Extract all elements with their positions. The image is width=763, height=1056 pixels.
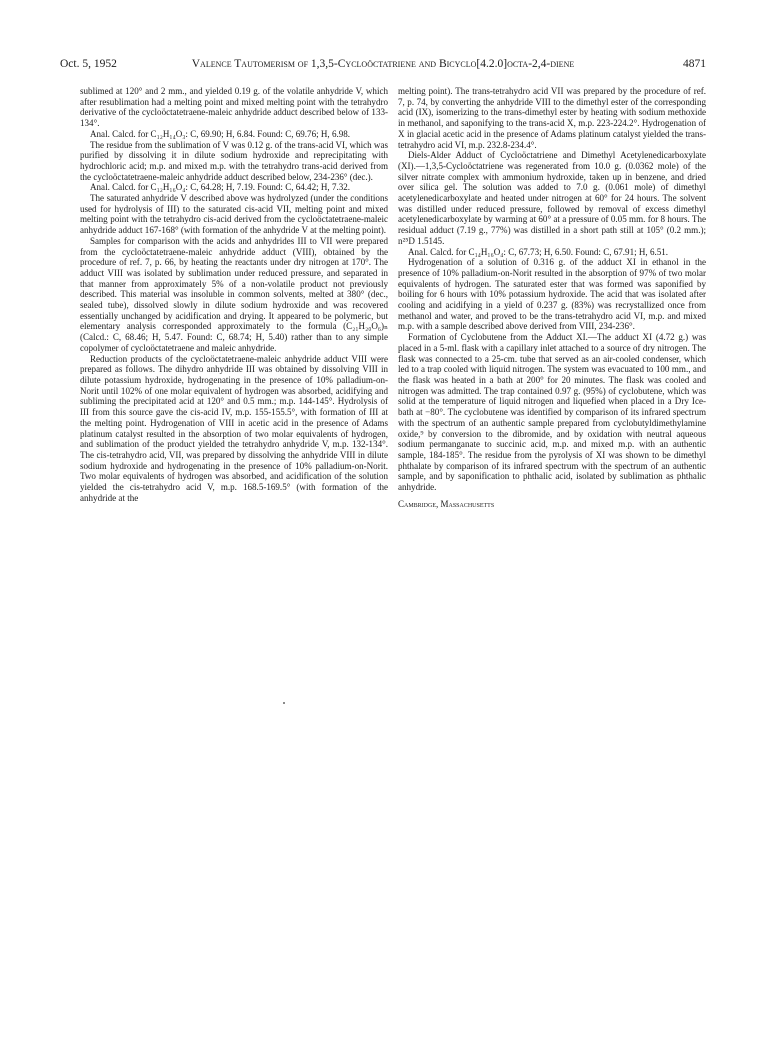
analysis-line: Anal. Calcd. for C₁₂H₁₄O₃: C, 69.90; H, 6.84. Found: C, 69.76; H, 6.98. — [90, 128, 351, 139]
page-number: 4871 — [683, 58, 706, 70]
affiliation-place: Cambridge, Massachusetts — [398, 498, 495, 509]
left-column — [80, 86, 388, 503]
right-column — [398, 86, 706, 509]
section-paragraph: Diels-Alder Adduct of Cycloöctatriene and Dimethyl Acetylenedicarboxylate (XI).—1,3,5-Cycloöctatriene was regenerated from 10.0 g. (0.0362 mole) of the silver nitrate complex with ammonium hydroxide, taken up in benzene, and dried over silica gel. The solution was added to 7.0 g. (0.061 mole) of dimethyl acetylenedicarboxylate and heated under nitrogen at 60° for 24 hours. The solvent was distilled under reduced pressure, followed by removal of excess dimethyl acetylenedicarboxylate by warming at 60° at a pressure of 0.05 mm. for 8 hours. The residual adduct (7.19 g., 77%) was distilled in a short path still at 105° (0.2 mm.); n²⁵D 1.5145. — [398, 150, 706, 246]
header-title: Valence Tautomerism of 1,3,5-Cycloöctatriene and Bicyclo[4.2.0]octa-2,4-diene — [191, 58, 575, 70]
section-paragraph: Formation of Cyclobutene from the Adduct XI.—The adduct XI (4.72 g.) was placed in a 5-ml. flask with a capillary inlet attached to a source of dry nitrogen. The flask was connected to a 25-cm. tube that served as an air-cooled condenser, which led to a trap cooled with liquid nitrogen. The system was evacuated to 100 mm., and the flask was heated in a bath at 200° for 20 minutes. The flask was cooled and nitrogen was admitted. The trap contained 0.97 g. (95%) of cyclobutene, which was solid at the temperature of liquid nitrogen and liquefied when placed in a Dry Ice-bath at −80°. The cyclobutene was identified by comparison of its infrared spectrum with the spectrum of an authentic sample prepared from cyclobutyldimethylamine oxide,⁹ by conversion to the dibromide, and by oxidation with neutral aqueous sodium permanganate to succinic acid, m.p. and mixed m.p. with an authentic sample, 184-185°. The residue from the pyrolysis of XI was shown to be dimethyl phthalate by comparison of its infrared spectrum with the spectrum of an authentic sample, and by saponification to phthalic acid, isolated by sublimation as phthalic anhydride. — [398, 332, 706, 493]
header-date: Oct. 5, 1952 — [60, 58, 117, 70]
analysis-line: Anal. Calcd. for C₁₄H₁₆O₄: C, 67.73; H, 6.50. Found: C, 67.91; H, 6.51. — [408, 246, 669, 257]
paragraph: The residue from the sublimation of V was 0.12 g. of the trans-acid VI, which was purified by dissolving it in dilute sodium hydroxide and reprecipitating with hydrochloric acid; m.p. and mixed m.p. with the tetrahydro trans-acid derived from the cycloöctatetraene-maleic anhydride adduct described below, 234-236° (dec.). — [80, 139, 388, 182]
page-header — [60, 56, 706, 72]
paragraph: Hydrogenation of a solution of 0.316 g. of the adduct XI in ethanol in the presence of 10% palladium-on-Norit resulted in the absorption of 97% of two molar equivalents of hydrogen. The saturated ester that was formed was saponified by boiling for 6 hours with 10% potassium hydroxide. The acid that was isolated after cooling and acidifying in a yield of 0.237 g. (83%) was recrystallized once from methanol and water, and proved to be the trans-tetrahydro acid VI, m.p. and mixed m.p. with a sample described above derived from VIII, 234-236°. — [398, 257, 706, 332]
analysis-line: Anal. Calcd. for C₁₂H₁₆O₄: C, 64.28; H, 7.19. Found: C, 64.42; H, 7.32. — [90, 182, 351, 193]
paragraph: Reduction products of the cycloöctatetraene-maleic anhydride adduct VIII were prepared as follows. The dihydro anhydride III was obtained by dissolving VIII in dilute potassium hydroxide, hydrogenating in the presence of 10% palladium-on-Norit until 102% of one molar equivalent of hydrogen was absorbed, acidifying and subliming the precipitated acid at 120° and 0.5 mm.; m.p. 144-145°. Hydrolysis of III from this source gave the cis-acid IV, m.p. 155-155.5°, with formation of III at the melting point. Hydrogenation of VIII in acetic acid in the presence of Adams platinum catalyst resulted in the absorption of two molar equivalents of hydrogen, and sublimation of the product yielded the tetrahydro anhydride V, m.p. 132-134°. The cis-tetrahydro acid, VII, was prepared by dissolving the anhydride VIII in dilute sodium hydroxide and hydrogenating in the presence of 10% palladium-on-Norit. Two molar equivalents of hydrogen was absorbed, and acidification of the solution yielded the cis-tetrahydro acid V, m.p. 168.5-169.5° (with formation of the anhydride at the — [80, 353, 388, 503]
paragraph: The saturated anhydride V described above was hydrolyzed (under the conditions used for hydrolysis of III) to the saturated cis-acid VII, melting point and mixed melting point with the tetrahydro cis-acid derived from the cycloöctatetraene-maleic anhydride adduct 167-168° (with formation of the anhydride V at the melting point). — [80, 193, 388, 236]
paragraph: melting point). The trans-tetrahydro acid VII was prepared by the procedure of ref. 7, p. 74, by converting the anhydride VIII to the dimethyl ester of the corresponding acid (IX), isomerizing to the trans-dimethyl ester by heating with sodium methoxide in methanol, and saponifying to the trans-acid X, m.p. 223-224.2°. Hydrogenation of X in glacial acetic acid in the presence of Adams platinum catalyst yielded the trans-tetrahydro acid VI, m.p. 232.8-234.4°. — [398, 86, 706, 150]
paragraph: Samples for comparison with the acids and anhydrides III to VII were prepared from the cycloöctatetraene-maleic anhydride adduct (VIII), obtained by the procedure of ref. 7, p. 66, by heating the reactants under dry nitrogen at 170°. The adduct VIII was isolated by sublimation under reduced pressure, and separated in that manner from approximately 5% of a non-volatile product not previously described. This material was insoluble in common solvents, melted at 380° (dec., sealed tube), dissolved slowly in dilute sodium hydroxide and was recovered essentially unchanged by acidification and drying. It appeared to be polymeric, but elementary analysis corresponded approximately to the formula (C₂₁H₂₀O₆)ₙ (Calcd.: C, 68.46; H, 5.47. Found: C, 68.74; H, 5.40) rather than to any simple copolymer of cycloöctatetraene and maleic anhydride. — [80, 235, 388, 353]
paragraph: sublimed at 120° and 2 mm., and yielded 0.19 g. of the volatile anhydride V, which after resublimation had a melting point and mixed melting point with the tetrahydro derivative of the cycloöctatetraene-maleic anhydride adduct described below of 133-134°. — [80, 86, 388, 129]
stray-mark — [283, 702, 285, 704]
